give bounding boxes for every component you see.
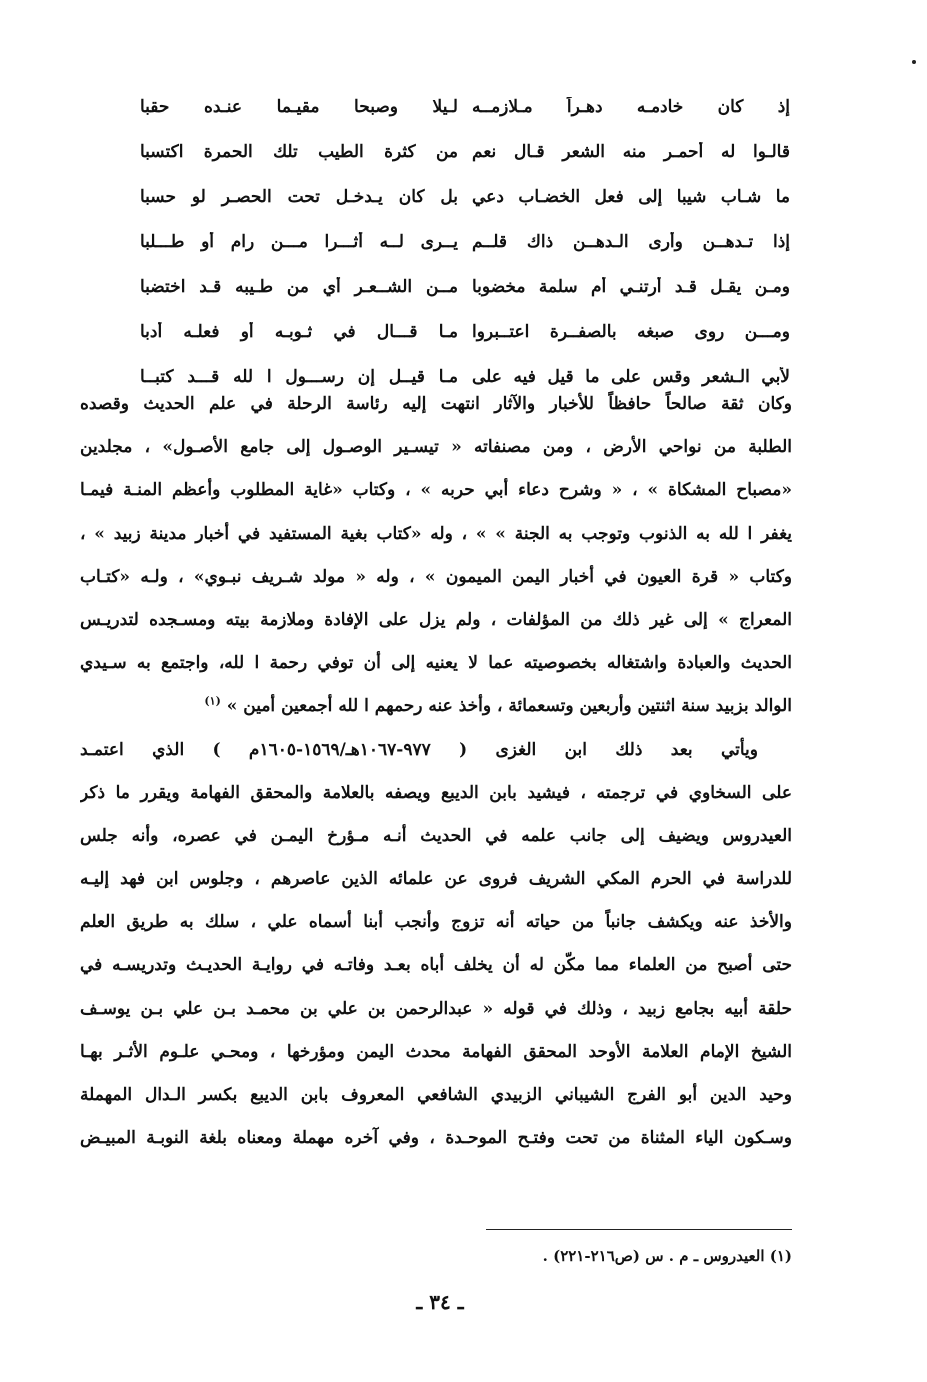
text-line: وسـكون الياء المثناة من تحت وفتـح الموحـدة ، وفي آخره مهملة ومعناه بلغة النوبـة المبيـض — [80, 1128, 792, 1149]
verse-first-hemistich: ومـــن روى صبغه بالصفــرة اعتــبروا — [472, 321, 790, 342]
text-line: الطلبة من نواحي الأرض ، ومن مصنفاته « تيسـير الوصـول إلى جامع الأصـول» ، مجلدين — [80, 437, 792, 458]
text-line: وحيد الدين أبو الفرج الشيباني الزبيدي الشافعي المعروف بابن الديبع بكسر الـدال المهملة — [80, 1085, 792, 1105]
text-line: «مصباح المشكاة » ، « وشرح دعاء أبي حربه » ، وكتاب «غاية المطلوب وأعظم المنـة فيمـا — [80, 480, 792, 501]
text-line: وكان ثقة صالحاً حافظاً للأخبار والآثار انتهت إليه رئاسة الرحلة في علم الحديث وقصده — [80, 394, 792, 414]
footnote-separator — [486, 1229, 792, 1230]
margin-dot — [912, 60, 916, 64]
verse-first-hemistich: لأبي الـشعر وقس على ما قيل فيه على — [472, 366, 790, 387]
text-line: الشيخ الإمام العلامة الأوحد المحقق الفهامة محدث اليمن ومؤرخها ، ومحـي علـوم الأثـر بهـا — [80, 1041, 792, 1062]
poem-block — [140, 84, 790, 399]
text-line: ويأتي بعد ذلك ابن الغزى ( ٩٧٧-١٠٦٧هـ/١٥٦٩-١٦٠٥م ) الذي اعتمـد — [80, 739, 758, 760]
verse-second-hemistich: بل كان يـدخـل تحت الحصـر لو حسبا — [140, 186, 458, 207]
verse-first-hemistich: ومـن يقـل قـد أرتنـي أم سلمة مخضوبا — [472, 276, 790, 297]
poem-verse — [140, 264, 790, 309]
text-line: والأخذ عنه ويكشف جانباً من حياته أنه تزوج وأنجب أبنا أسماه علي ، سلك به طريق العلم — [80, 912, 792, 933]
verse-second-hemistich: مـا قيــل إن رســـول ا لله قـــد كتبــا — [140, 366, 458, 387]
body-text — [80, 383, 792, 1160]
text-line: الوالد بزبيد سنة اثنتين وأربعين وتسعمائة ، وأخذ عنه رحمهم ا لله أجمعين أمين » — [226, 696, 792, 717]
verse-second-hemistich: من كثرة الطيب تلك الحمرة اكتسبا — [140, 141, 458, 162]
footnote: (١) العيدروس ـ م . س (ص٢١٦-٢٢١) . — [542, 1247, 792, 1265]
text-line: وكتاب « قرة العيون في أخبار اليمن الميمون » ، وله « مولد شـريف نبـوي» ، ولـه «كتـاب — [80, 566, 792, 587]
poem-verse — [140, 129, 790, 174]
text-line: على السخاوي في ترجمته ، فيشيد بابن الديبع ويصفه بالعلامة والمحقق الفهامة ويقرر ما ذكر — [80, 782, 792, 803]
poem-verse — [140, 174, 790, 219]
text-line-with-footnote — [80, 685, 792, 728]
text-line: حلقة أبيه بجامع زبيد ، وذلك في قوله « عبدالرحمن بن علي بن محمـد بـن علي بـن يوسـف — [80, 998, 792, 1019]
verse-second-hemistich: مــن الشــعـر أي من طـيبه قـد اختضبا — [140, 276, 458, 297]
poem-verse — [140, 309, 790, 354]
page-number: ـ ٣٤ ـ — [416, 1290, 464, 1314]
verse-first-hemistich: إذا تـدهــن وأرى الـدهــن ذاك قلــم — [472, 231, 790, 252]
verse-first-hemistich: ما شـاب شيبا إلى فعل الخضـاب دعي — [472, 186, 790, 207]
verse-second-hemistich: مـا قـــال في ثـوبـه أو فعلـه أدبا — [140, 321, 458, 342]
text-line: حتى أصبح من العلماء مما مكّن له أن يخلف أباه بعـد وفاتـه في روايـة الحديـث وتدريسـه في — [80, 955, 792, 976]
verse-first-hemistich: إذ كان خادمـه دهـراً مـلازمــه — [472, 96, 790, 117]
text-line: يغفر ا لله به الذنوب وتوجب به الجنة » » ، وله «كتاب بغية المستفيد في أخبار مدينة زبيد » ، — [80, 523, 792, 544]
text-line: الحديث والعبادة واشتغاله بخصوصيته عما لا يعنيه إلى أن توفي رحمة ا لله، واجتمع به سـيدي — [80, 653, 792, 674]
footnote-reference: (١) — [204, 694, 221, 708]
verse-second-hemistich: يــرى لــه أثـــرا مـــن رام أو طـــلبا — [140, 231, 458, 252]
poem-verse — [140, 219, 790, 264]
text-line: المعراج » إلى غير ذلك من المؤلفات ، ولم يزل على الإفادة وملازمة بيته ومسـجده لتدريـس — [80, 609, 792, 630]
text-line: للدراسة في الحرم المكي الشريف فروى عن علمائه الذين عاصرهم ، وجلوس ابن فهد إليـه — [80, 869, 792, 890]
poem-verse — [140, 84, 790, 129]
verse-second-hemistich: لـيلا وصبحا مقيـما عنـده حقبا — [140, 96, 458, 117]
text-line: العيدروس ويضيف إلى جانب علمه في الحديث أنـه مـؤرخ اليمـن في عصره، وأنه جلس — [80, 825, 792, 846]
verse-first-hemistich: قالـوا له أحمـر منه الشعر قـال نعم — [472, 141, 790, 162]
